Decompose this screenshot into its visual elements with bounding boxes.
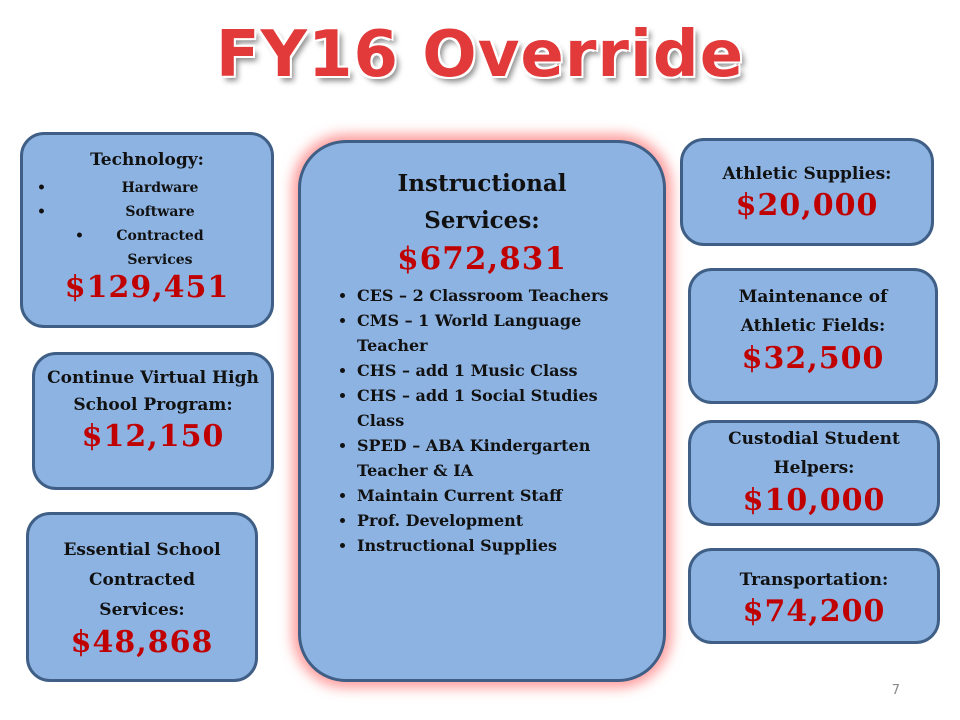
technology-amount: $129,451 [64,270,230,305]
transportation-label: Transportation: [739,570,889,590]
technology-item-software: • Software [67,200,253,224]
instructional-item: • Maintain Current Staff [357,483,637,508]
custodial-helpers-label: Custodial Student Helpers: [728,429,900,478]
instructional-services-amount: $672,831 [397,241,567,277]
athletic-supplies-amount: $20,000 [735,188,879,223]
athletic-fields-maintenance-amount: $32,500 [741,341,885,376]
technology-item-contracted-services: • Contracted Services [105,224,215,272]
instructional-item: • Prof. Development [357,508,637,533]
instructional-item: • CHS – add 1 Social Studies Class [357,383,637,433]
essential-services-box [26,512,258,682]
page-number: 7 [891,683,900,698]
technology-item-hardware: • Hardware [67,176,253,200]
athletic-supplies-label: Athletic Supplies: [722,164,892,184]
instructional-services-label: Instructional Services: [397,170,567,234]
instructional-item: • SPED – ABA Kindergarten Teacher & IA [357,433,637,483]
technology-box [20,132,274,328]
athletic-fields-maintenance-box [688,268,938,404]
custodial-helpers-amount: $10,000 [742,483,886,518]
essential-services-amount: $48,868 [70,625,214,660]
transportation-box [688,548,940,644]
transportation-amount: $74,200 [742,594,886,629]
instructional-item: • Instructional Supplies [357,533,637,558]
athletic-supplies-box [680,138,934,246]
technology-list [23,176,271,272]
instructional-services-list [327,283,637,558]
custodial-helpers-box [688,420,940,526]
instructional-item: • CES – 2 Classroom Teachers [357,283,637,308]
essential-services-label: Essential School Contracted Services: [63,540,221,620]
virtual-high-school-box [32,352,274,490]
instructional-item: • CMS – 1 World Language Teacher [357,308,637,358]
technology-label: Technology: [90,150,204,170]
instructional-services-box [298,140,666,682]
athletic-fields-maintenance-label: Maintenance of Athletic Fields: [738,287,888,336]
virtual-high-school-label: Continue Virtual High School Program: [47,368,259,415]
slide-title: FY16 Override [215,18,745,92]
virtual-high-school-amount: $12,150 [81,419,225,454]
instructional-item: • CHS – add 1 Music Class [357,358,637,383]
